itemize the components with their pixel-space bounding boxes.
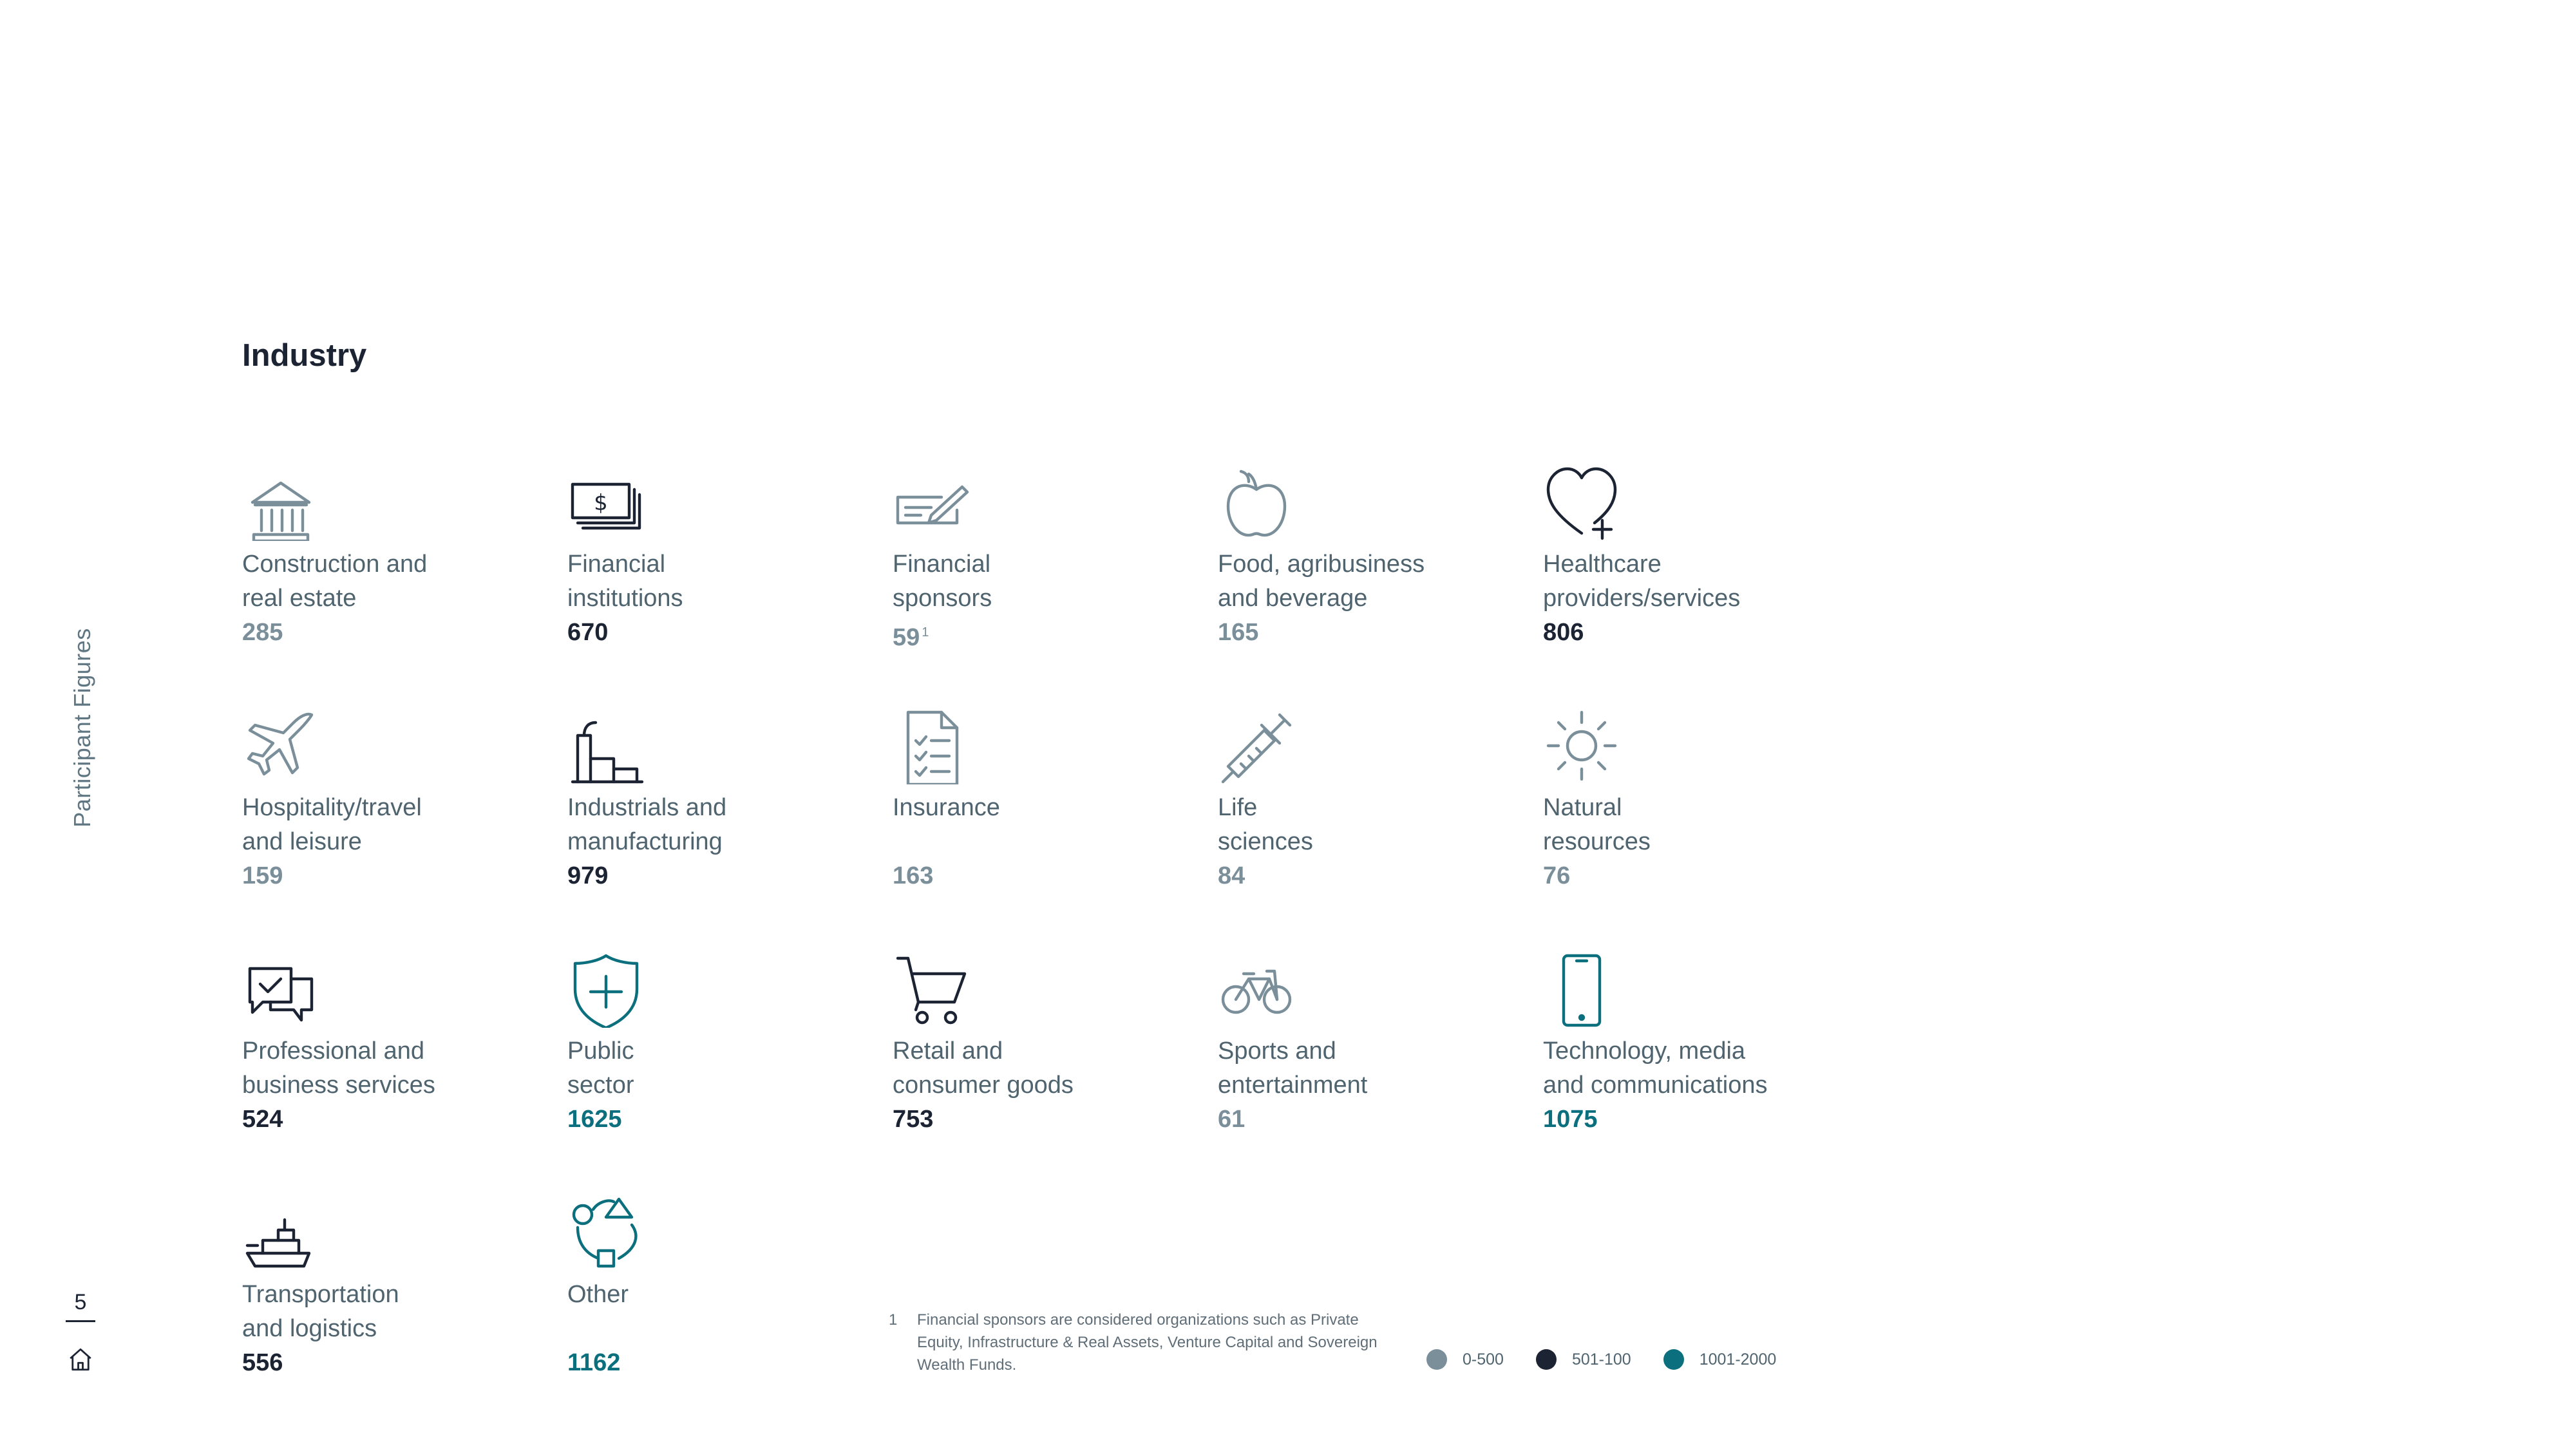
industry-count (1543, 1103, 1826, 1137)
industry-label-line-1: Insurance (893, 794, 1000, 821)
industry-count-value: 670 (567, 619, 609, 646)
shield-plus-icon (567, 951, 645, 1028)
industry-card (893, 951, 1176, 1137)
industry-count (1218, 616, 1501, 650)
page-number-underline (66, 1320, 95, 1322)
industry-count (893, 1103, 1176, 1137)
industry-count (1218, 859, 1501, 893)
industry-label (242, 791, 526, 859)
industry-count (242, 1103, 526, 1137)
industry-count (1543, 616, 1826, 650)
industry-count (242, 859, 526, 893)
industry-label (242, 1278, 526, 1346)
industry-label-line-1: Financial (893, 551, 991, 578)
industry-label (893, 791, 1176, 859)
industry-card (242, 1194, 526, 1380)
industry-label (1218, 791, 1501, 859)
industry-count-value: 556 (242, 1349, 283, 1376)
industry-card (1543, 707, 1826, 893)
industry-label-line-1: Financial (567, 551, 666, 578)
industry-label-line-1: Transportation (242, 1281, 399, 1308)
industry-card (567, 707, 851, 893)
industry-label-line-1: Construction and (242, 551, 428, 578)
footnote-text: Financial sponsors are considered organizations such as Private Equity, Infrastructure & Real Assets, Venture Capital and Sovereign Wealth Funds. (917, 1311, 1378, 1374)
legend-dot (1426, 1349, 1447, 1370)
industry-count (567, 859, 851, 893)
legend-label: 0-500 (1463, 1350, 1504, 1368)
industry-label-line-2: entertainment (1218, 1072, 1368, 1099)
industry-label (567, 1278, 851, 1346)
color-legend (1426, 1349, 1808, 1370)
industry-label-line-2: business services (242, 1072, 435, 1099)
industry-label-line-1: Food, agribusiness (1218, 551, 1425, 578)
industry-card (1218, 707, 1501, 893)
industry-count-value: 59 (893, 624, 920, 651)
page-title: Industry (242, 338, 367, 373)
sun-icon (1543, 707, 1620, 784)
industry-label (567, 791, 851, 859)
airplane-icon (242, 707, 319, 784)
legend-label: 501-100 (1571, 1350, 1631, 1368)
legend-label: 1001-2000 (1699, 1350, 1777, 1368)
industry-card (242, 464, 526, 650)
bicycle-icon (1218, 951, 1295, 1028)
industry-count-value: 1075 (1543, 1106, 1598, 1133)
industry-card (1218, 464, 1501, 650)
smartphone-icon (1543, 951, 1620, 1028)
industry-count-value: 1162 (567, 1349, 621, 1376)
cheque-pen-icon (893, 464, 970, 541)
industry-label-line-2: providers/services (1543, 585, 1741, 612)
industry-count-value: 165 (1218, 619, 1259, 646)
factory-icon (567, 707, 645, 784)
chat-bubbles-check-icon (242, 951, 319, 1028)
industry-label-line-2: real estate (242, 585, 357, 612)
footnote-marker: 1 (889, 1311, 898, 1329)
industry-label-line-1: Professional and (242, 1037, 425, 1065)
bank-building-icon (242, 464, 319, 541)
industry-label-line-1: Retail and (893, 1037, 1003, 1065)
industry-label (1543, 791, 1826, 859)
checklist-document-icon (893, 707, 970, 784)
industry-count (893, 859, 1176, 893)
industry-label-line-2: and beverage (1218, 585, 1368, 612)
industry-count (242, 1346, 526, 1380)
industry-card (893, 707, 1176, 893)
industry-count-value: 979 (567, 862, 609, 889)
ship-icon (242, 1194, 319, 1271)
industry-label (1218, 547, 1501, 616)
industry-label (567, 547, 851, 616)
industry-label-line-2: consumer goods (893, 1072, 1074, 1099)
industry-count-value: 84 (1218, 862, 1245, 889)
industry-label-line-2: sector (567, 1072, 634, 1099)
industry-card (567, 951, 851, 1137)
industry-label (242, 1034, 526, 1103)
industry-card (893, 464, 1176, 655)
industry-label-line-1: Hospitality/travel (242, 794, 422, 821)
industry-label-line-2: resources (1543, 828, 1651, 855)
legend-item (1536, 1349, 1631, 1370)
industry-card (242, 707, 526, 893)
industry-label (893, 547, 1176, 616)
industry-label-line-1: Natural (1543, 794, 1622, 821)
industry-card (1543, 951, 1826, 1137)
industry-count-value: 1625 (567, 1106, 622, 1133)
section-side-title: Participant Figures (69, 628, 95, 828)
shapes-cycle-icon (567, 1194, 645, 1271)
heart-plus-icon (1543, 464, 1620, 541)
industry-label-line-2: and communications (1543, 1072, 1768, 1099)
industry-count-value: 76 (1543, 862, 1571, 889)
industry-count-value: 61 (1218, 1106, 1245, 1133)
industry-label (893, 1034, 1176, 1103)
industry-label-line-1: Other (567, 1281, 629, 1308)
industry-label (1543, 1034, 1826, 1103)
industry-label-line-2: institutions (567, 585, 683, 612)
home-icon[interactable] (67, 1346, 94, 1373)
industry-count-value: 524 (242, 1106, 283, 1133)
industry-count-value: 159 (242, 862, 283, 889)
industry-card (567, 1194, 851, 1380)
industry-label (1218, 1034, 1501, 1103)
shopping-cart-icon (893, 951, 970, 1028)
industry-label (567, 1034, 851, 1103)
industry-label-line-2: manufacturing (567, 828, 723, 855)
legend-item (1426, 1349, 1504, 1370)
syringe-icon (1218, 707, 1295, 784)
page-number[interactable]: 5 (74, 1290, 87, 1314)
industry-count-value: 806 (1543, 619, 1584, 646)
industry-count (567, 616, 851, 650)
industry-label (242, 547, 526, 616)
industry-count (1543, 859, 1826, 893)
apple-icon (1218, 464, 1295, 541)
industry-label-line-2: sponsors (893, 585, 992, 612)
industry-label-line-1: Healthcare (1543, 551, 1662, 578)
footnote-reference: 1 (922, 625, 929, 639)
industry-label-line-1: Sports and (1218, 1037, 1336, 1065)
industry-label-line-1: Technology, media (1543, 1037, 1746, 1065)
industry-count-value: 753 (893, 1106, 934, 1133)
industry-label-line-1: Life (1218, 794, 1258, 821)
industry-card (1218, 951, 1501, 1137)
legend-dot (1663, 1349, 1684, 1370)
industry-label-line-2: and leisure (242, 828, 362, 855)
industry-count (567, 1103, 851, 1137)
industry-label-line-2: sciences (1218, 828, 1313, 855)
industry-label-line-1: Industrials and (567, 794, 727, 821)
banknotes-icon (567, 464, 645, 541)
legend-dot (1536, 1349, 1557, 1370)
industry-count-value: 285 (242, 619, 283, 646)
industry-card (1543, 464, 1826, 650)
industry-card (242, 951, 526, 1137)
legend-item (1663, 1349, 1777, 1370)
industry-label-line-2: and logistics (242, 1315, 377, 1342)
industry-card (567, 464, 851, 650)
industry-count (242, 616, 526, 650)
industry-count (567, 1346, 851, 1380)
industry-count (1218, 1103, 1501, 1137)
industry-label (1543, 547, 1826, 616)
industry-count (893, 616, 1176, 655)
industry-label-line-1: Public (567, 1037, 634, 1065)
footnote (889, 1309, 1404, 1376)
svg-text:$: $ (594, 490, 608, 516)
industry-count-value: 163 (893, 862, 934, 889)
